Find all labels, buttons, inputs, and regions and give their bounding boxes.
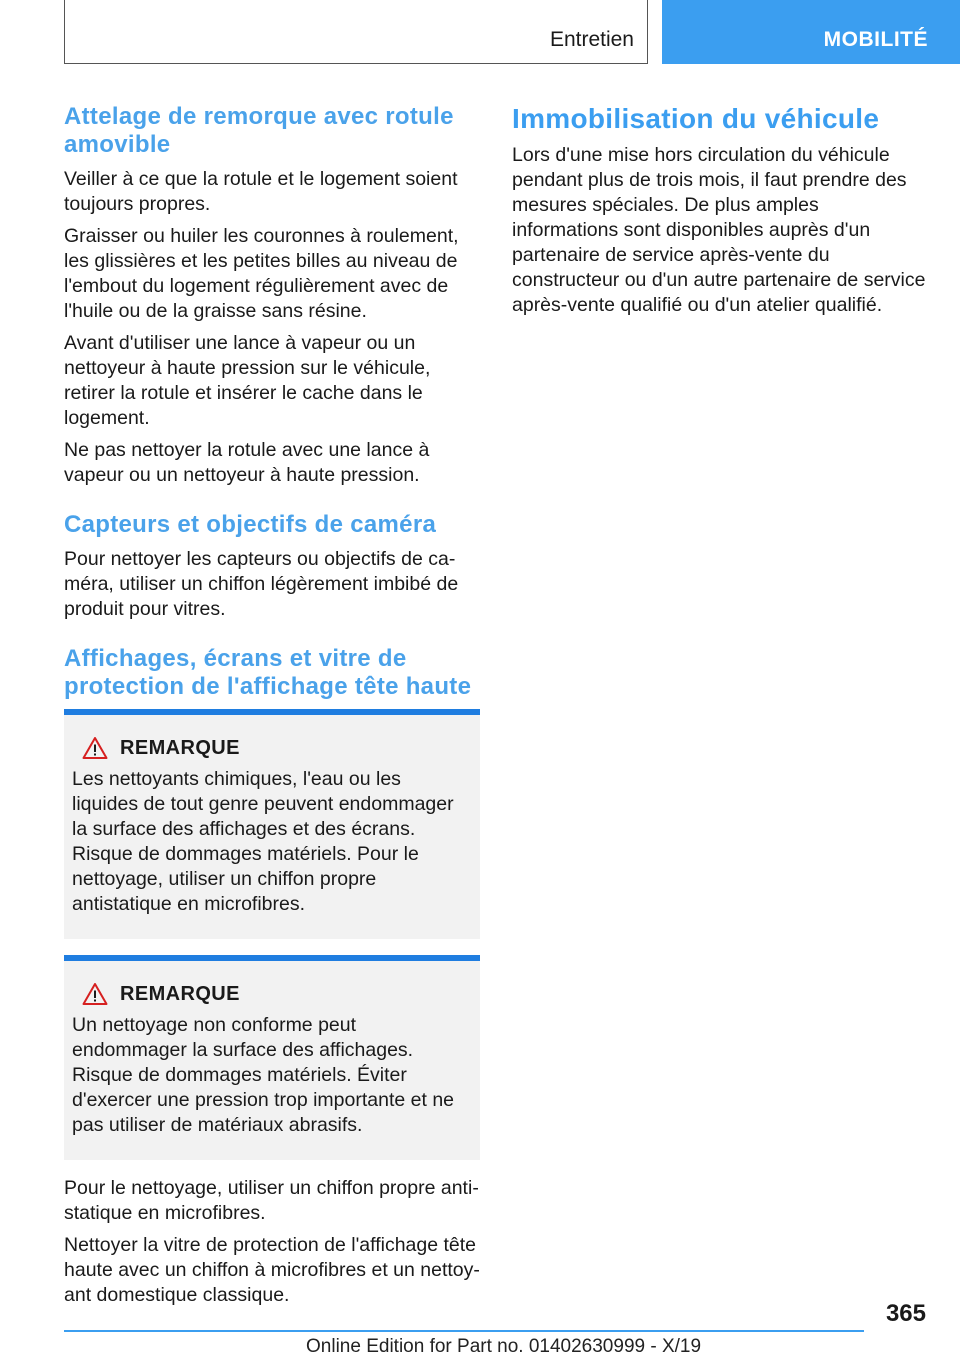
warning-triangle-icon (82, 982, 108, 1006)
paragraph: Pour le nettoyage, utiliser un chiffon propre antistatique en microfibres. (64, 1177, 479, 1224)
right-column (512, 103, 926, 325)
paragraph: Veiller à ce que la rotule et le logement soient toujours propres. (64, 168, 458, 215)
page-number: 365 (885, 1300, 926, 1327)
header-section-title: Entretien (549, 28, 634, 51)
note-text: Les nettoyants chimiques, l'eau ou les liquides de tout genre peuvent endommager la surface des affichages et des écrans. Risque de dommages matériels. Pour le nettoyage, utiliser un chiffon propre antistatique en microfibres. (72, 768, 454, 915)
paragraph: Ne pas nettoyer la rotule avec une lance à vapeur ou un nettoyeur à haute pression. (64, 439, 430, 486)
note-label: REMARQUE (120, 736, 240, 759)
paragraph: Avant d'utiliser une lance à vapeur ou un nettoyeur à haute pression sur le véhicule, retirer la rotule et insérer le cache dans le logement. (64, 332, 431, 429)
note-label: REMARQUE (120, 982, 240, 1005)
footer-divider (64, 1330, 864, 1332)
chapter-tab-label: MOBILITÉ (823, 28, 928, 51)
section-title-trailer-hitch: Attelage de remorque avec rotule amovible (64, 103, 454, 158)
warning-triangle-icon (82, 736, 108, 760)
warning-note (64, 709, 480, 939)
paragraph: Graisser ou huiler les couronnes à roulement, les glissières et les petites billes au niveau de l'embout du logement régulièrement avec de l'huile ou de la graisse sans résine. (64, 225, 459, 322)
paragraph: Lors d'une mise hors circulation du véhicule pendant plus de trois mois, il faut prendre des mesures spéciales. De plus amples informations sont disponibles auprès d'un partenaire de service après-vente du constructeur ou d'un autre partenaire de service après-vente qualifié ou d'un atelier qualifié. (512, 144, 926, 316)
footer-edition: Online Edition for Part no. 01402630999 - X/19 (306, 1336, 702, 1357)
note-text: Un nettoyage non conforme peut endommager la surface des affichages. Risque de dommages matériels. Éviter d'exercer une pression trop importante et ne pas utiliser de matériaux abrasifs. (72, 1014, 455, 1136)
left-column (64, 103, 480, 1315)
section-title-vehicle-storage: Immobilisation du véhicule (512, 103, 880, 134)
section-title-displays: Affichages, écrans et vitre de protection de l'affichage tête haute (64, 645, 472, 700)
paragraph: Pour nettoyer les capteurs ou objectifs de caméra, utiliser un chiffon légèrement imbibé de produit pour vitres. (64, 548, 459, 620)
section-title-camera-sensors: Capteurs et objectifs de caméra (64, 511, 437, 538)
warning-note (64, 955, 480, 1160)
chapter-tab[interactable] (662, 0, 960, 64)
paragraph: Nettoyer la vitre de protection de l'affichage tête haute avec un chiffon à microfibres et un nettoyant domestique classique. (64, 1234, 480, 1306)
